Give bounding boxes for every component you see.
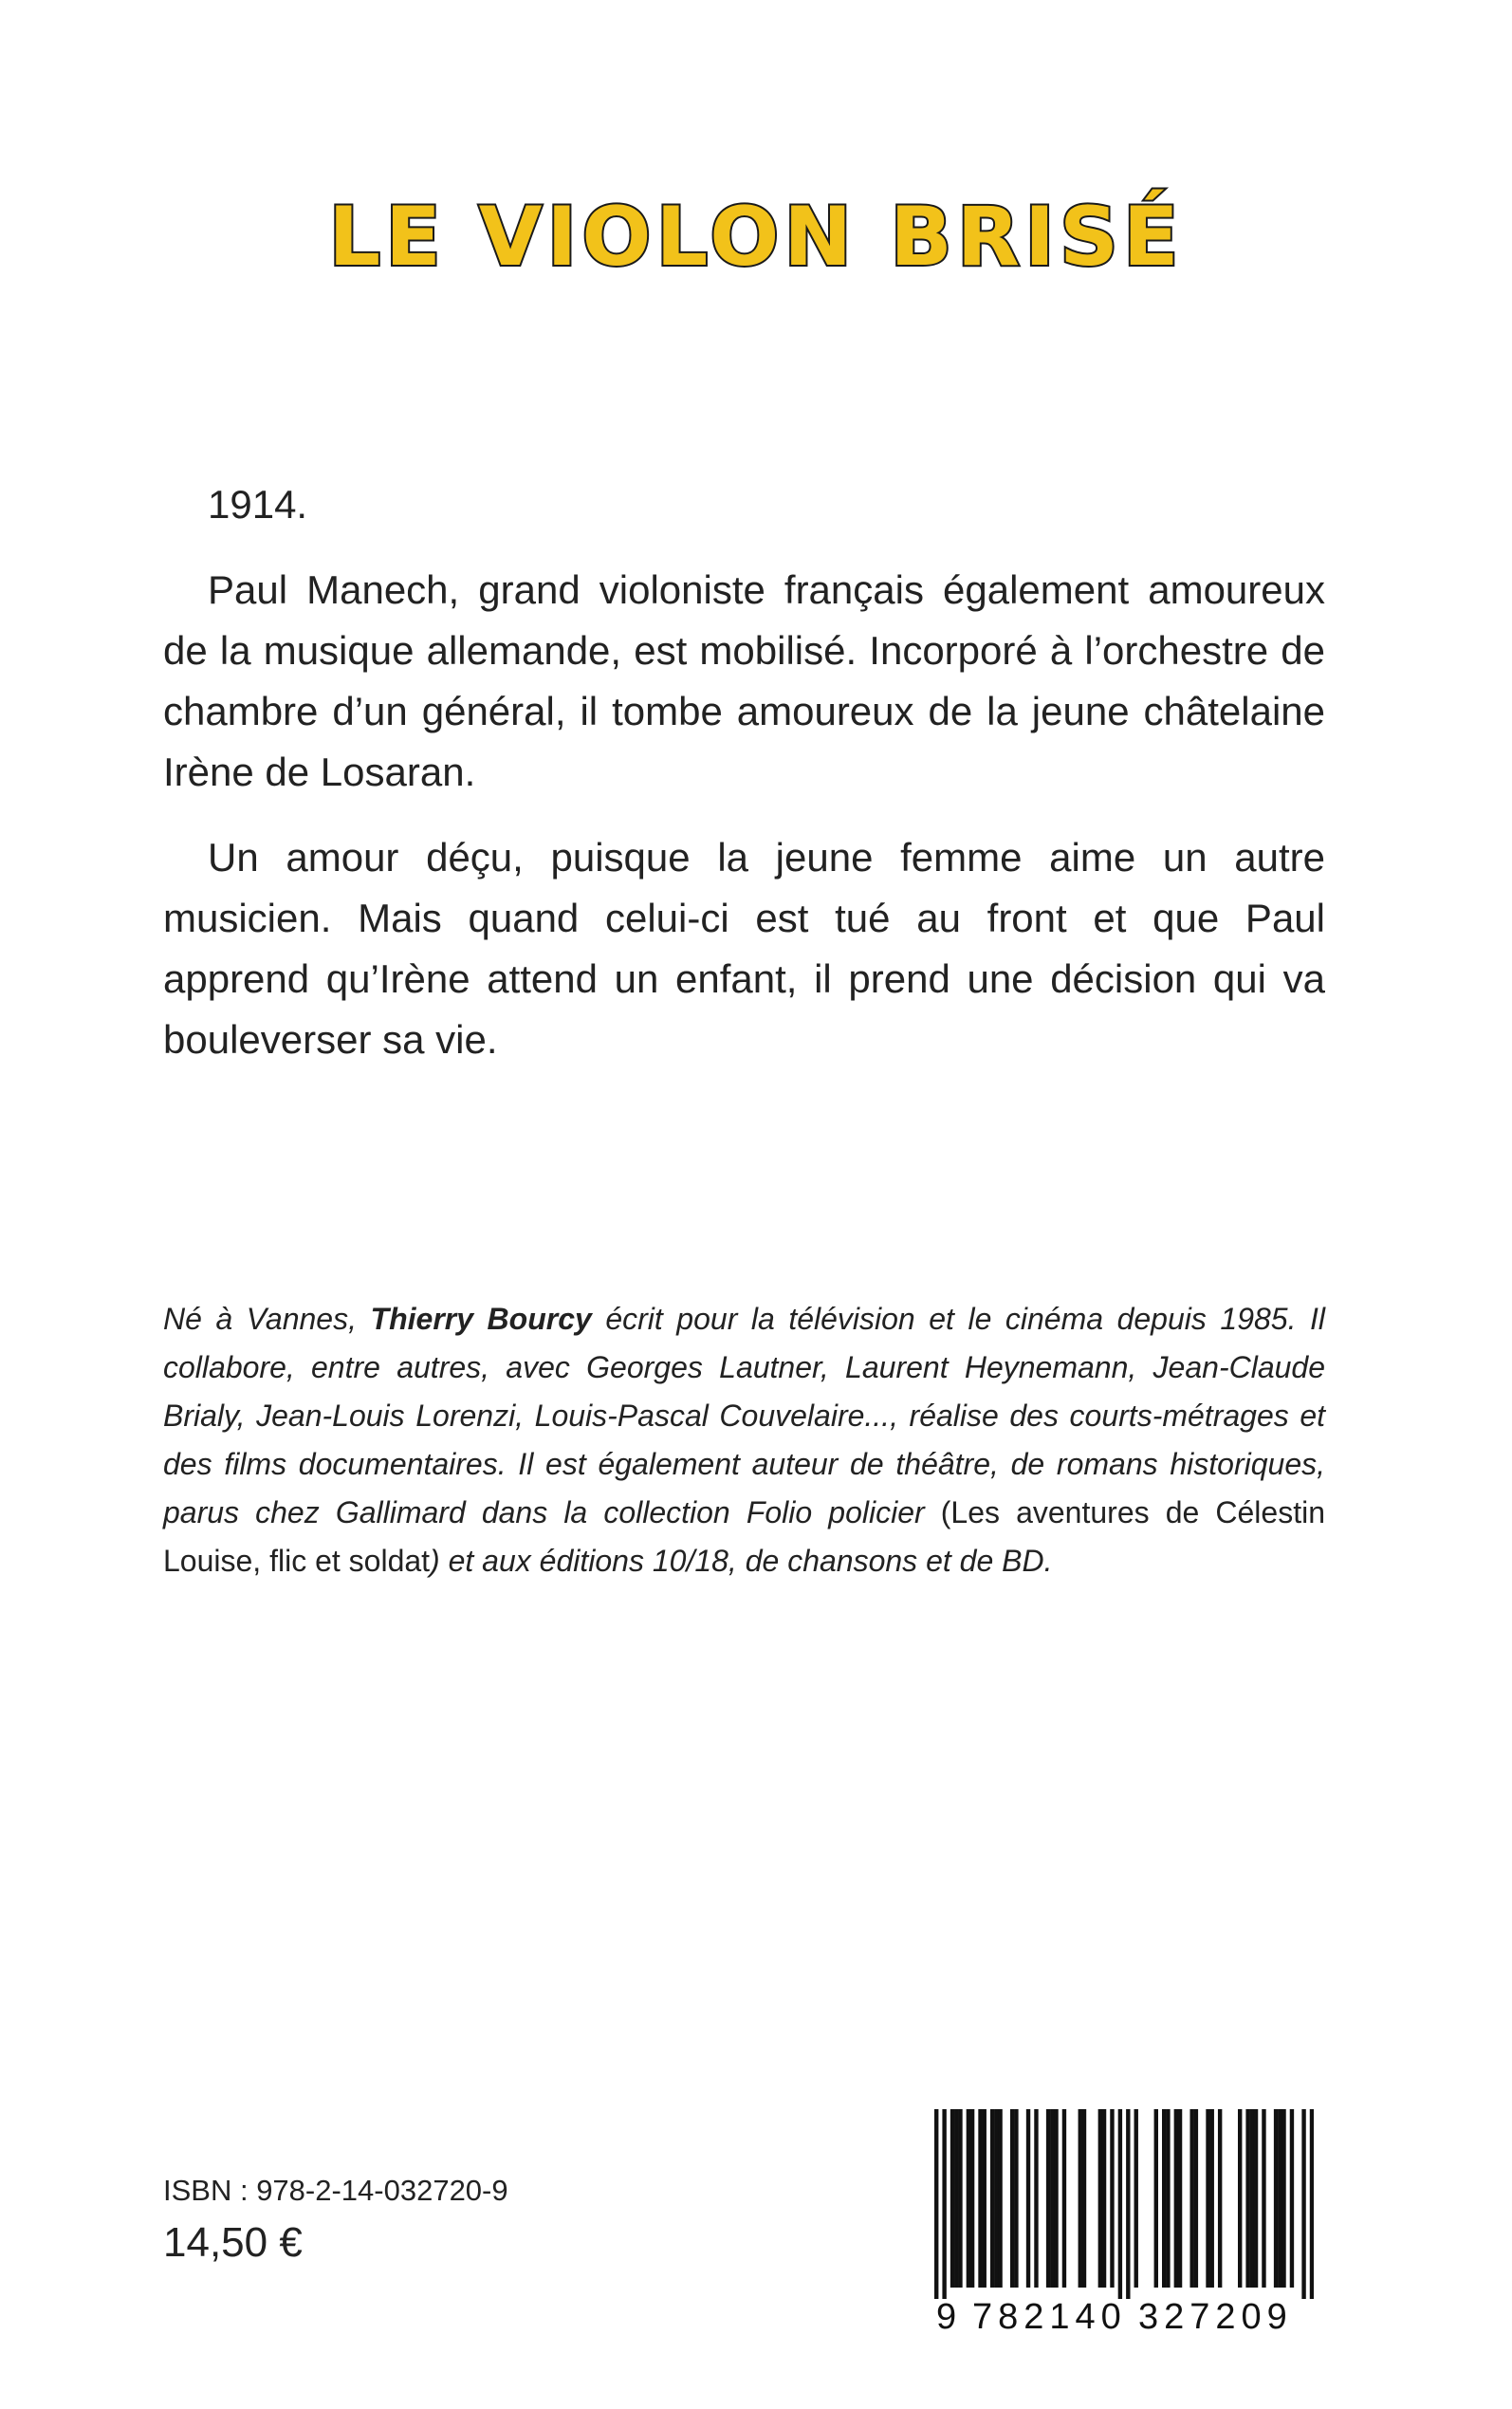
barcode-bar (1189, 2109, 1193, 2288)
barcode-bar (1054, 2109, 1058, 2288)
barcode-bar (1218, 2109, 1222, 2288)
back-cover-blurb (163, 474, 1325, 1095)
barcode-bar (1050, 2109, 1054, 2288)
barcode-bar (983, 2109, 986, 2288)
barcode-bar (990, 2109, 994, 2288)
barcode-bar (1210, 2109, 1214, 2288)
barcode-bar (1118, 2109, 1122, 2299)
barcode-bar (1079, 2109, 1082, 2288)
barcode-bar (1014, 2109, 1018, 2288)
barcode-bar (954, 2109, 958, 2288)
barcode-bar (1245, 2109, 1249, 2288)
barcode-bar (1238, 2109, 1242, 2288)
barcode-bar (1278, 2109, 1282, 2288)
barcode-bar (1178, 2109, 1182, 2288)
barcode-bar (1162, 2109, 1166, 2288)
barcode-bar (1282, 2109, 1285, 2288)
barcode-bar (1110, 2109, 1114, 2288)
bio-series-title: (Les aventures de Célestin Louise, flic et soldat (163, 1495, 1326, 1578)
barcode-bar (1134, 2109, 1138, 2288)
barcode-bar (967, 2109, 970, 2288)
barcode-bar (970, 2109, 974, 2288)
blurb-year: 1914. (208, 482, 308, 527)
bio-ending: ) et aux éditions 10/18, de chansons et de BD. (430, 1544, 1053, 1578)
author-name: Thierry Bourcy (370, 1302, 592, 1336)
barcode-bar (934, 2109, 938, 2299)
barcode-bar (1034, 2109, 1038, 2288)
barcode-left-group: 782140 (972, 2297, 1127, 2337)
bio-body: écrit pour la télévision et le cinéma depuis 1985. Il collabore, entre autres, avec Georges Lautner, Laurent Heynemann, Jean-Claude Brialy, Jean-Louis Lorenzi, Louis-Pascal Couvelaire..., réalise des courts-métrages et des films documentaires. Il est également auteur de théâtre, de romans historiques, parus chez Gallimard dans la collection Folio policier (163, 1302, 1326, 1529)
barcode-bar (998, 2109, 1002, 2288)
barcode-bar (950, 2109, 954, 2288)
barcode-bar (994, 2109, 998, 2288)
barcode-bar (1274, 2109, 1278, 2288)
author-bio (163, 1295, 1325, 1585)
barcode-bar (1290, 2109, 1294, 2288)
barcode-right-group: 327209 (1138, 2297, 1293, 2337)
barcode-bar (1102, 2109, 1106, 2288)
blurb-paragraph-1: Paul Manech, grand violoniste français également amoureux de la musique allemande, est mobilisé. Incorporé à l’orchestre de chambre d’un général, il tombe amoureux de la jeune châtelaine Irène de Losaran. (163, 567, 1325, 794)
barcode-bar (1082, 2109, 1086, 2288)
barcode-bar (1301, 2109, 1305, 2299)
barcode-bar (1010, 2109, 1014, 2288)
barcode (934, 2109, 1314, 2346)
barcode-bar (1126, 2109, 1130, 2299)
barcode-bar (1206, 2109, 1209, 2288)
barcode-bar (1250, 2109, 1254, 2288)
barcode-digits (934, 2297, 1314, 2343)
publication-info (163, 2168, 508, 2272)
blurb-paragraph-2: Un amour déçu, puisque la jeune femme aime un autre musicien. Mais quand celui-ci est tué au front et que Paul apprend qu’Irène attend un enfant, il prend une décision qui va bouleverser sa vie. (163, 835, 1325, 1062)
barcode-bar (1098, 2109, 1102, 2288)
barcode-bar (1026, 2109, 1030, 2288)
barcode-bar (1254, 2109, 1258, 2288)
barcode-bar (1166, 2109, 1170, 2288)
barcode-bar (1194, 2109, 1198, 2288)
barcode-bars (934, 2109, 1314, 2299)
barcode-bar (1262, 2109, 1265, 2288)
barcode-bar (1046, 2109, 1050, 2288)
price-text: 14,50 € (163, 2219, 303, 2266)
barcode-bar (1062, 2109, 1066, 2288)
barcode-bar (978, 2109, 982, 2288)
barcode-bar (1154, 2109, 1158, 2288)
barcode-first-digit: 9 (936, 2297, 957, 2337)
barcode-bar (1174, 2109, 1178, 2288)
isbn-text: ISBN : 978-2-14-032720-9 (163, 2174, 508, 2207)
barcode-bar (958, 2109, 962, 2288)
book-title: LE VIOLON BRISÉ (328, 190, 1184, 285)
barcode-bar (942, 2109, 946, 2299)
barcode-bar (1310, 2109, 1314, 2299)
bio-intro: Né à Vannes, (163, 1302, 371, 1336)
